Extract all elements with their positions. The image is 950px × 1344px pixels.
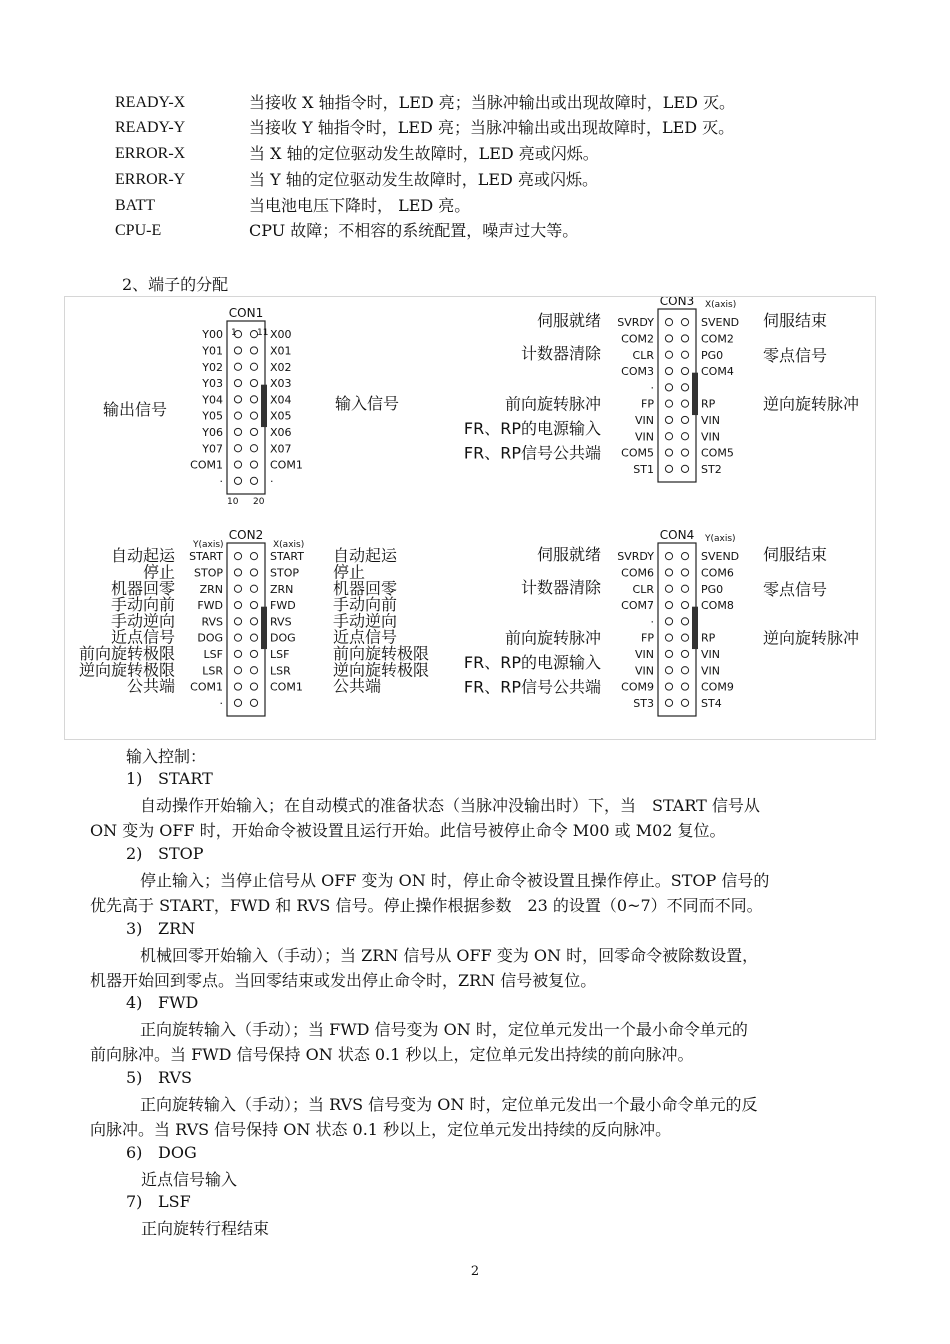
section-title: 2、端子的分配 [122,275,229,294]
pin-hole [250,601,257,608]
pin-hole [665,433,672,440]
pin-hole [665,667,672,674]
pin-hole [681,569,688,576]
pin-label: LSR [270,664,291,678]
pin-hole [681,683,688,690]
pin-label: SVRDY [617,550,654,564]
item-paragraph [90,868,860,918]
pin-hole [250,412,257,419]
signal-label: FR、RP信号公共端 [463,443,601,463]
led-code: READY-Y [115,119,186,136]
pin-hole [665,650,672,657]
item-heading [126,919,195,938]
pin-label: VIN [701,647,720,661]
signal-label: 自动起运 [110,546,175,566]
pin-hole [665,335,672,342]
signal-label: 零点信号 [763,579,828,599]
item-name: RVS [158,1068,192,1087]
signal-label: 输入信号 [335,394,400,413]
item-heading [126,1068,192,1087]
con1-key [261,385,267,427]
pin-label: COM1 [270,458,303,472]
pin-label: DOG [270,631,296,645]
pin-hole [234,601,241,608]
signal-label: 逆向旋转极限 [333,660,430,680]
signal-label: 手动向前 [110,595,175,615]
pin-label: LSF [270,647,290,661]
pin-label: COM9 [701,680,734,694]
con2-title: CON2 [228,528,264,542]
para-line: 向脉冲。当 RVS 信号保持 ON 状态 0.1 秒以上，定位单元发出持续的反向脉冲。 [90,1120,672,1139]
signal-label: 公共端 [333,676,382,696]
page-number: 2 [470,1264,480,1279]
pin-hole [665,384,672,391]
led-code: READY-X [115,94,186,111]
pin-hole [234,396,241,403]
signal-label: 前向旋转极限 [78,643,175,663]
item-name: FWD [158,993,199,1012]
pin-hole [681,553,688,560]
pin-hole [681,449,688,456]
pin-label: Y02 [202,360,223,374]
signal-label: 逆向旋转脉冲 [763,628,860,648]
para-line: 正向旋转输入（手动）；当 FWD 信号变为 ON 时，定位单元发出一个最小命令单元的 [140,1020,748,1039]
pin-hole [250,396,257,403]
item-heading [126,993,198,1012]
item-paragraph [90,1092,860,1142]
pin-hole [681,400,688,407]
pin-hole [234,650,241,657]
item-note: 近点信号输入 [141,1170,238,1189]
pin-hole [234,634,241,641]
pin-label: RVS [201,615,223,629]
signal-label: 手动逆向 [333,611,398,631]
pin-label: RVS [270,615,292,629]
signal-label: 伺服结束 [763,311,828,331]
pin-label: · [650,615,654,629]
pin-hole [250,363,257,370]
pin-label: FWD [197,599,223,613]
item-number: 1) [126,769,143,788]
para-line: ON 变为 OFF 时，开始命令被设置且运行开始。此信号被停止命令 M00 或 M02 复位。 [90,821,726,840]
con3-body [658,309,696,482]
pin-label: COM2 [701,332,734,346]
para-line: 自动操作开始输入；在自动模式的准备状态（当脉冲没输出时）下，当 START 信号从 [140,796,760,815]
pin-label: VIN [635,647,654,661]
pin-label: COM8 [701,599,734,613]
signal-label: 伺服就绪 [536,311,601,331]
pin-label: X00 [270,328,292,342]
pin-hole [250,683,257,690]
signal-label: 手动向前 [333,595,398,615]
pin-label: X07 [270,442,292,456]
pin-label: Y07 [202,442,223,456]
pin-label: X02 [270,360,292,374]
item-heading [126,1143,197,1162]
pin-hole [234,445,241,452]
signal-label: 机器回零 [110,578,175,598]
terminal-figure [64,296,876,740]
pin-hole [250,667,257,674]
pin-label: VIN [635,430,654,444]
pin-label: VIN [635,664,654,678]
con4-key [692,607,698,649]
item-note: 正向旋转行程结束 [141,1219,270,1238]
pin-hole [681,465,688,472]
item-heading [126,844,204,863]
pin-label: COM7 [621,599,654,613]
pin-label: SVEND [701,550,740,564]
pin-label: LSR [202,664,223,678]
para-line: 机器开始回到零点。当回零结束或发出停止命令时，ZRN 信号被复位。 [90,971,597,990]
pin-label: ZRN [270,582,294,596]
led-desc: 当接收 X 轴指令时，LED 亮；当脉冲输出或出现故障时，LED 灭。 [249,93,736,112]
pin-label: COM5 [701,446,734,460]
pin-hole [681,699,688,706]
pin-hole [250,347,257,354]
pin-hole [681,618,688,625]
pin-label: COM6 [621,566,654,580]
pin-label: ST3 [633,696,654,710]
signal-label: FR、RP的电源输入 [463,419,601,439]
item-name: LSF [158,1192,191,1211]
para-line: 停止输入；当停止信号从 OFF 变为 ON 时，停止命令被设置且操作停止。STOP 信号的 [140,871,770,890]
item-name: ZRN [158,919,196,938]
pin-hole [250,634,257,641]
signal-label: 逆向旋转极限 [78,660,175,680]
led-desc: 当 Y 轴的定位驱动发生故障时，LED 亮或闪烁。 [249,170,598,189]
pin-label: RP [701,631,716,645]
pin-label: COM2 [621,332,654,346]
pin-hole [665,553,672,560]
pin-hole [665,367,672,374]
con4-title: CON4 [659,528,695,542]
pin-hole [234,412,241,419]
pin-label: CLR [632,582,654,596]
para-line: 正向旋转输入（手动）；当 RVS 信号变为 ON 时，定位单元发出一个最小命令单元的反 [140,1095,758,1114]
con3-key [692,373,698,415]
item-number: 7) [126,1192,143,1211]
pin-hole [681,319,688,326]
con3-title: CON3 [659,297,695,308]
item-name: STOP [158,844,204,863]
pin-label: COM1 [190,458,223,472]
pin-hole [681,634,688,641]
pin-hole [681,650,688,657]
pin-hole [665,618,672,625]
pin-label: X03 [270,377,292,391]
signal-label: 伺服结束 [763,545,828,565]
pin-hole [234,379,241,386]
pin-label: Y01 [202,344,223,358]
pin-hole [250,618,257,625]
pin-label: Y04 [202,393,223,407]
pin-number: 1 [231,328,237,338]
pin-hole [250,699,257,706]
pin-hole [665,319,672,326]
pin-hole [665,416,672,423]
pin-hole [250,477,257,484]
pin-label: COM1 [270,680,303,694]
pin-label: STOP [194,566,223,580]
item-number: 2) [126,844,143,863]
pin-label: FP [641,631,654,645]
pin-hole [681,585,688,592]
signal-label: 停止 [142,562,175,582]
pin-hole [665,400,672,407]
pin-label: COM1 [190,680,223,694]
item-number: 3) [126,919,143,938]
pin-label: SVRDY [617,316,654,330]
pin-label: VIN [701,664,720,678]
pin-hole [681,433,688,440]
con4-body [658,543,696,716]
pin-hole [665,449,672,456]
pin-label: PG0 [701,582,724,596]
item-name: START [158,769,213,788]
signal-label: 零点信号 [763,345,828,365]
signal-label: 机器回零 [333,578,398,598]
led-code: CPU-E [115,222,162,239]
pin-label: X06 [270,425,292,439]
pin-hole [234,553,241,560]
item-number: 6) [126,1143,143,1162]
pin-hole [665,634,672,641]
item-heading [126,1192,191,1211]
con1-body [227,321,265,494]
signal-label: 逆向旋转脉冲 [763,394,860,414]
pin-hole [234,585,241,592]
pin-label: START [270,550,304,564]
pin-number: 20 [253,497,265,507]
pin-label: · [219,474,223,488]
pin-hole [681,416,688,423]
pin-hole [234,618,241,625]
signal-label: 计数器清除 [520,343,601,363]
item-paragraph [90,1017,860,1067]
pin-label: Y00 [202,328,223,342]
pin-label: STOP [270,566,299,580]
pin-label: CLR [632,348,654,362]
pin-hole [234,428,241,435]
pin-hole [250,650,257,657]
pin-hole [250,461,257,468]
pin-label: VIN [701,413,720,427]
pin-hole [234,667,241,674]
signal-label: 前向旋转脉冲 [504,628,601,648]
pin-label: LSF [203,647,223,661]
pin-hole [250,569,257,576]
item-number: 4) [126,993,143,1012]
pin-label: ST4 [701,696,722,710]
signal-label: 近点信号 [110,627,175,647]
pin-hole [234,363,241,370]
signal-label: 前向旋转脉冲 [504,394,601,414]
led-code: ERROR-X [115,145,186,162]
pin-number: 11 [257,328,269,338]
signal-label: 自动起运 [333,546,398,566]
pin-hole [250,445,257,452]
pin-label: VIN [701,430,720,444]
led-desc: 当接收 Y 轴指令时，LED 亮；当脉冲输出或出现故障时，LED 灭。 [249,118,735,137]
pin-label: Y06 [202,425,223,439]
con2-body [227,543,265,716]
pin-label: ST1 [633,462,654,476]
pin-hole [681,384,688,391]
axis-label: Y(axis) [705,534,736,544]
pin-label: COM9 [621,680,654,694]
pin-hole [665,585,672,592]
axis-label: X(axis) [705,300,737,310]
pin-label: COM6 [701,566,734,580]
item-name: DOG [158,1143,197,1162]
pin-hole [665,351,672,358]
pin-label: ZRN [199,582,223,596]
pin-hole [234,569,241,576]
con1-title: CON1 [228,306,264,320]
pin-hole [665,699,672,706]
item-paragraph [90,943,860,993]
pin-label: X04 [270,393,292,407]
led-code: BATT [115,197,155,214]
item-heading [126,769,213,788]
pin-hole [250,379,257,386]
pin-label: X05 [270,409,292,423]
signal-label: 手动逆向 [110,611,175,631]
signal-label: 伺服就绪 [536,545,601,565]
pin-hole [681,601,688,608]
led-code: ERROR-Y [115,171,186,188]
pin-label: · [219,696,223,710]
pin-hole [234,683,241,690]
pin-hole [665,569,672,576]
signal-label: 输出信号 [103,400,168,419]
pin-hole [681,351,688,358]
pin-label: · [650,381,654,395]
pin-label: START [189,550,223,564]
led-desc: CPU 故障；不相容的系统配置，噪声过大等。 [249,221,579,240]
pin-label: COM5 [621,446,654,460]
signal-label: FR、RP的电源输入 [463,653,601,673]
pin-hole [250,585,257,592]
con2-key [261,607,267,649]
pin-hole [234,461,241,468]
pin-label: · [270,474,274,488]
pin-hole [681,367,688,374]
pin-hole [681,335,688,342]
connector-diagram [65,297,875,739]
pin-hole [234,347,241,354]
pin-hole [234,699,241,706]
signal-label: 近点信号 [333,627,398,647]
pin-label: PG0 [701,348,724,362]
axis-label: X(axis) [273,540,305,550]
led-desc: 当电池电压下降时， LED 亮。 [249,196,471,215]
pin-label: X01 [270,344,292,358]
pin-label: VIN [635,413,654,427]
signal-label: 前向旋转极限 [333,643,430,663]
signal-label: FR、RP信号公共端 [463,677,601,697]
pin-hole [234,477,241,484]
para-line: 优先高于 START，FWD 和 RVS 信号。停止操作根据参数 23 的设置（0~7）不同而不同。 [90,896,763,915]
para-line: 机械回零开始输入（手动）；当 ZRN 信号从 OFF 变为 ON 时，回零命令被除数设置， [140,946,759,965]
pin-number: 10 [227,497,239,507]
led-desc: 当 X 轴的定位驱动发生故障时，LED 亮或闪烁。 [249,144,599,163]
pin-hole [665,683,672,690]
pin-label: SVEND [701,316,740,330]
pin-label: Y05 [202,409,223,423]
pin-label: RP [701,397,716,411]
signal-label: 停止 [333,562,366,582]
axis-label: Y(axis) [193,540,224,550]
para-line: 前向脉冲。当 FWD 信号保持 ON 状态 0.1 秒以上，定位单元发出持续的前向脉冲。 [90,1045,694,1064]
item-paragraph [90,793,860,843]
pin-label: COM3 [621,365,654,379]
pin-label: FWD [270,599,296,613]
signal-label: 公共端 [126,676,175,696]
pin-hole [681,667,688,674]
pin-hole [665,465,672,472]
pin-label: ST2 [701,462,722,476]
input-control-title: 输入控制： [126,747,207,766]
pin-label: FP [641,397,654,411]
signal-label: 计数器清除 [520,577,601,597]
item-number: 5) [126,1068,143,1087]
pin-hole [250,428,257,435]
pin-label: Y03 [202,377,223,391]
pin-label: DOG [197,631,223,645]
pin-hole [250,553,257,560]
pin-label: COM4 [701,365,734,379]
pin-hole [665,601,672,608]
